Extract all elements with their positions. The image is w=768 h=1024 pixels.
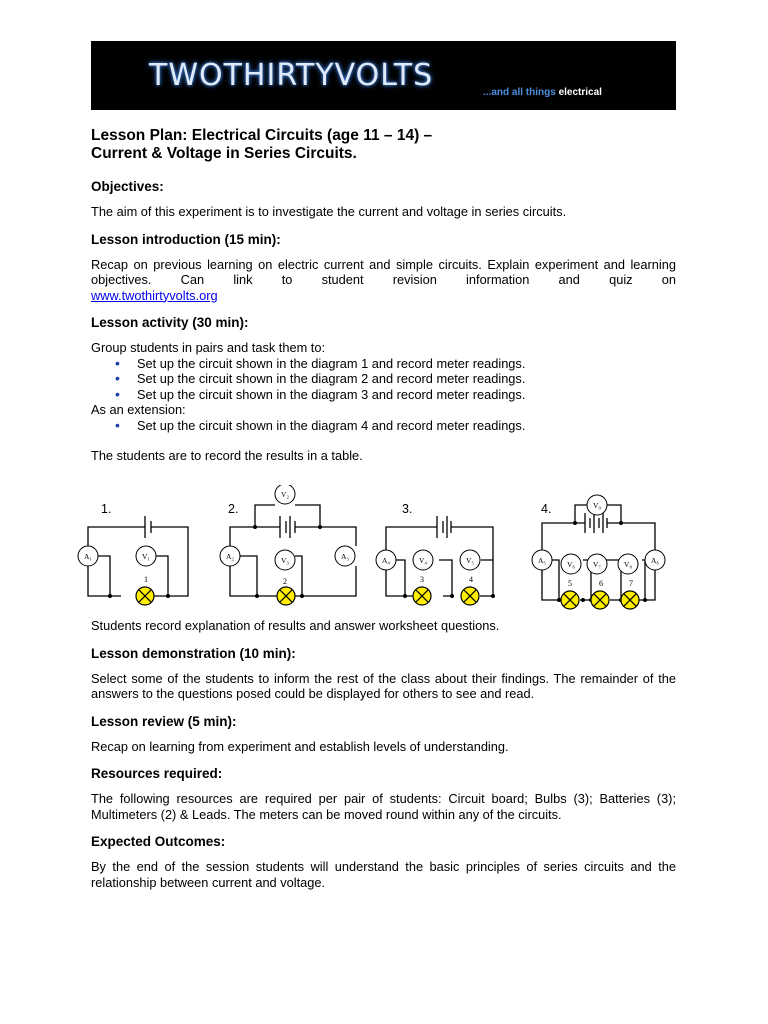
meter-label: V₃	[280, 556, 290, 565]
bulb-4	[461, 587, 479, 605]
brand-logo: TWOTHIRTYVOLTS	[149, 58, 434, 93]
bulb-label: 4	[469, 575, 473, 584]
objectives-heading: Objectives:	[91, 179, 164, 194]
diagram-number-2: 2.	[228, 502, 239, 516]
tagline	[483, 87, 602, 98]
bulb-label: 1	[144, 575, 148, 584]
activity-heading: Lesson activity (30 min):	[91, 315, 249, 330]
meter-label: V₉	[592, 501, 602, 510]
meter-label: A₁	[83, 552, 93, 561]
title-line-1: Lesson Plan: Electrical Circuits (age 11 – 14) –	[91, 127, 433, 144]
table-instruction: The students are to record the results in a table.	[91, 448, 363, 463]
meter-label: A₅	[537, 556, 547, 565]
diagram-number-4: 4.	[541, 502, 552, 516]
demonstration-text: Select some of the students to inform the rest of the class about their findings. The remainder of the answers to the questions posed could be displayed for others to see and read.	[91, 670, 676, 701]
header-banner	[91, 41, 676, 110]
list-item: • Set up the circuit shown in the diagram 3 and record meter readings.	[115, 385, 526, 402]
bulb-2	[277, 587, 295, 605]
extension-label: As an extension:	[91, 402, 186, 417]
review-heading: Lesson review (5 min):	[91, 713, 237, 729]
demonstration-heading: Lesson demonstration (10 min):	[91, 645, 296, 661]
page-title	[91, 127, 676, 163]
bulb-label: 7	[629, 579, 633, 588]
meter-label: V₇	[592, 560, 602, 569]
resources-heading: Resources required:	[91, 766, 223, 781]
meter-label: A₄	[381, 556, 391, 565]
bullet-icon: •	[115, 370, 120, 386]
extension-list	[91, 418, 676, 434]
meter-label: V₂	[280, 490, 290, 499]
bulb-7	[621, 591, 639, 609]
activity-list	[91, 356, 676, 403]
after-diagrams-text: Students record explanation of results and answer worksheet questions.	[91, 618, 500, 633]
outcomes-text: By the end of the session students will understand the basic principles of series circuits and the relationship between current and voltage.	[91, 859, 676, 890]
meter-label: V₈	[623, 560, 633, 569]
website-link[interactable]: www.twothirtyvolts.org	[91, 287, 218, 303]
bulb-5	[561, 591, 579, 609]
meter-label: V₄	[418, 556, 428, 565]
tagline-part1: ...and all things	[483, 87, 556, 98]
document-body-lower	[91, 618, 676, 902]
bullet-icon: •	[115, 416, 120, 433]
meter-label: A₆	[650, 556, 660, 565]
list-item: • Set up the circuit shown in the diagram 1 and record meter readings.	[115, 354, 526, 371]
tagline-part2: electrical	[558, 87, 602, 98]
bulb-label: 6	[599, 579, 603, 588]
introduction-heading: Lesson introduction (15 min):	[91, 231, 281, 247]
document-body	[91, 127, 676, 476]
title-line-2: Current & Voltage in Series Circuits.	[91, 145, 357, 162]
objectives-text: The aim of this experiment is to investigate the current and voltage in series circuits.	[91, 204, 567, 219]
circuit-diagrams	[75, 485, 685, 615]
bulb-label: 3	[420, 575, 424, 584]
introduction-text: Recap on previous learning on electric current and simple circuits. Explain experiment and learning objectives. Can link to student revision information and quiz on	[91, 256, 676, 287]
bulb-1	[136, 587, 154, 605]
bullet-icon: •	[115, 354, 120, 371]
resources-text: The following resources are required per pair of students: Circuit board; Bulbs (3); Batteries (3); Multimeters (2) & Leads. The meters can be moved round within any of the circuits.	[91, 791, 676, 822]
meter-label: A₂	[225, 552, 235, 561]
diagram-number-3: 3.	[402, 502, 413, 516]
activity-intro: Group students in pairs and task them to:	[91, 340, 326, 355]
meter-label: V₆	[566, 560, 576, 569]
review-text: Recap on learning from experiment and establish levels of understanding.	[91, 738, 509, 754]
meter-label: V₁	[141, 552, 151, 561]
outcomes-heading: Expected Outcomes:	[91, 834, 226, 849]
meter-label: V₅	[465, 556, 475, 565]
bulb-6	[591, 591, 609, 609]
bulb-label: 2	[283, 577, 287, 586]
bullet-icon: •	[115, 385, 120, 402]
bulb-3	[413, 587, 431, 605]
diagram-number-1: 1.	[101, 502, 112, 516]
list-item: • Set up the circuit shown in the diagram 4 and record meter readings.	[115, 416, 526, 433]
meter-label: A₃	[340, 552, 350, 561]
list-item: • Set up the circuit shown in the diagram 2 and record meter readings.	[115, 370, 526, 386]
bulb-label: 5	[568, 579, 572, 588]
